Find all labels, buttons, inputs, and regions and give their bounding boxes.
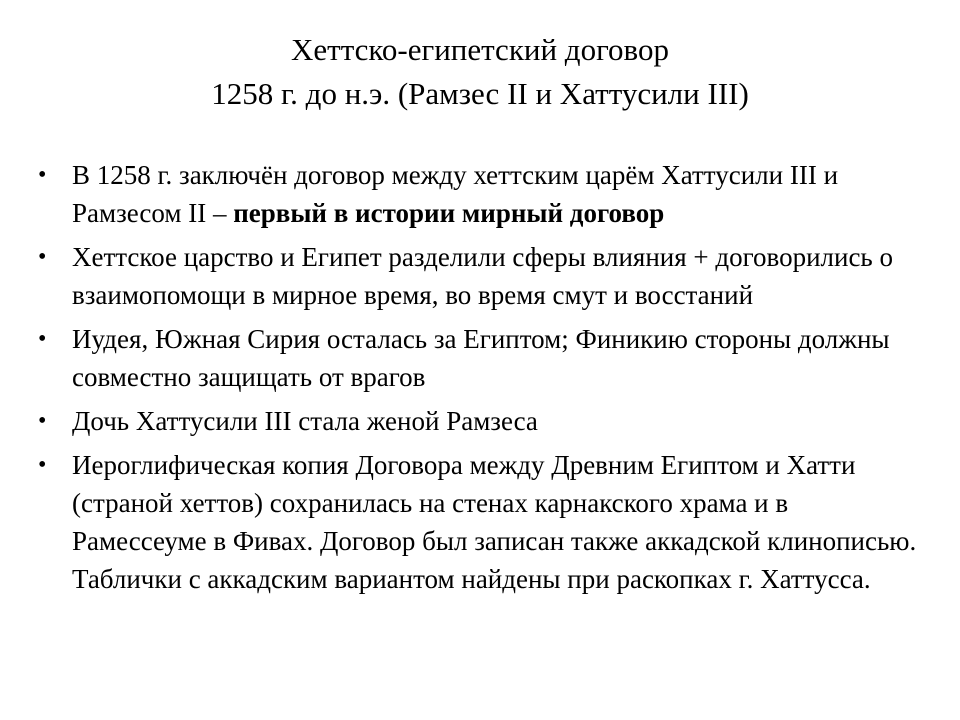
bullet-item-daughter (38, 402, 928, 440)
bullet-text: В 1258 г. заключён договор между хеттским царём Хаттусили III и Рамзесом II – (72, 160, 839, 228)
bullet-item-copies (38, 446, 928, 598)
bullet-item-treaty (38, 156, 928, 232)
bullet-item-spheres (38, 238, 928, 314)
bullet-item-territories (38, 320, 928, 396)
bullet-text: Иудея, Южная Сирия осталась за Египтом; Финикию стороны должны совместно защищать от врагов (72, 324, 890, 392)
bullet-icon: • (38, 162, 47, 188)
bullet-icon: • (38, 408, 47, 434)
bullet-list (38, 156, 928, 604)
bullet-icon: • (38, 244, 47, 270)
bullet-bold-text: первый в истории мирный договор (233, 198, 665, 228)
title-line-1: Хеттско-египетский договор (291, 32, 669, 67)
title-line-2: 1258 г. до н.э. (Рамзес II и Хаттусили III) (211, 76, 749, 111)
bullet-icon: • (38, 326, 47, 352)
bullet-text: Хеттское царство и Египет разделили сферы влияния + договорились о взаимопомощи в мирное время, во время смут и восстаний (72, 242, 893, 310)
slide-title (0, 28, 960, 116)
bullet-text: Иероглифическая копия Договора между Древним Египтом и Хатти (страной хеттов) сохранилась на стенах карнакского храма и в Рамессеуме в Фивах. Договор был записан также аккадской клинописью. Таблички с аккадским вариантом найдены при раскопках г. Хаттусса. (72, 450, 917, 594)
bullet-icon: • (38, 452, 47, 478)
bullet-text: Дочь Хаттусили III стала женой Рамзеса (72, 406, 538, 436)
